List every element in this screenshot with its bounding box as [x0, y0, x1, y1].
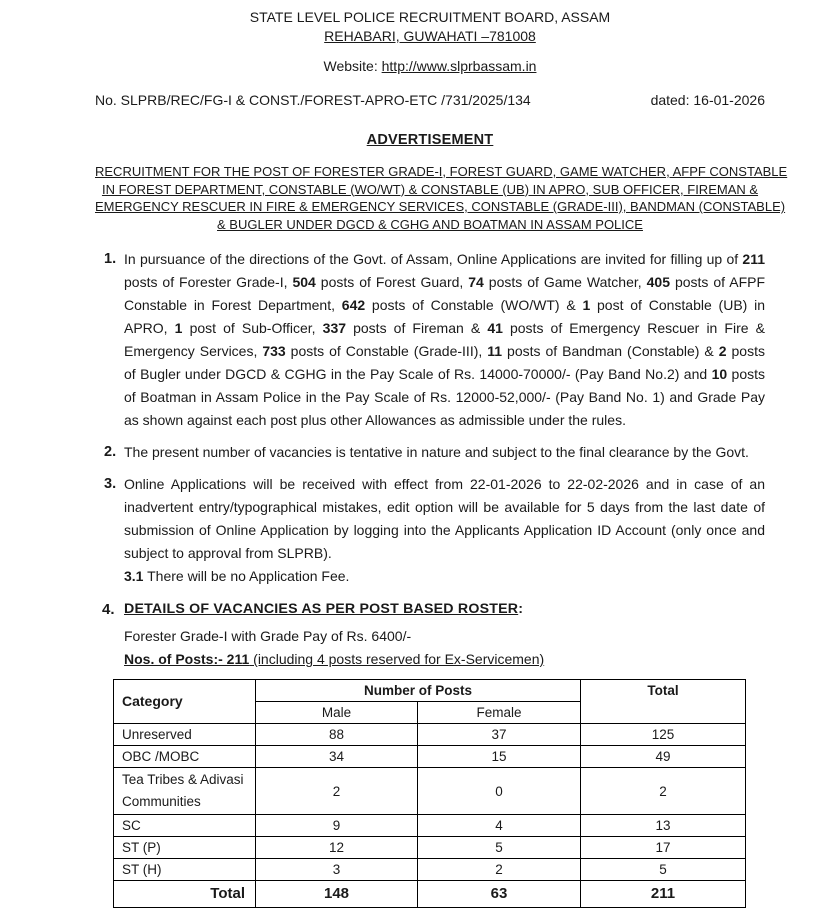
cell-female: 5 — [418, 837, 581, 859]
item-1-number: 1. — [104, 251, 117, 267]
cell-female: 2 — [418, 859, 581, 881]
cell-total: 125 — [581, 724, 746, 746]
total-total: 211 — [581, 881, 746, 908]
item-3-paragraph: Online Applications will be received with effect from 22-01-2026 to 22-02-2026 and in case of an inadvertent entry/typographical mistakes, edit option will be available for 5 days from the last date of submission of Online Application by logging into the Applicants Application ID Account (only once and subject to approval from SLPRB). — [124, 476, 765, 561]
cell-category: SC — [114, 815, 256, 837]
cell-male: 88 — [256, 724, 418, 746]
vacancy-table — [113, 679, 746, 908]
total-label: Total — [114, 881, 256, 908]
header-number-of-posts: Number of Posts — [256, 680, 581, 702]
table-row — [114, 746, 746, 768]
website-link[interactable]: http://www.slprbassam.in — [381, 58, 537, 74]
section-4-heading-row — [95, 601, 765, 618]
cell-category: OBC /MOBC — [114, 746, 256, 768]
cell-category: Unreserved — [114, 724, 256, 746]
cell-male: 3 — [256, 859, 418, 881]
cell-male: 12 — [256, 837, 418, 859]
item-2-number: 2. — [104, 444, 117, 460]
cell-category: ST (H) — [114, 859, 256, 881]
cell-male: 2 — [256, 768, 418, 815]
header-male: Male — [256, 702, 418, 724]
item-3 — [95, 473, 765, 588]
advertisement-title: ADVERTISEMENT — [366, 132, 494, 148]
cell-female: 37 — [418, 724, 581, 746]
table-row — [114, 859, 746, 881]
item-2-text: The present number of vacancies is tentative in nature and subject to the final clearance by the Govt. — [124, 444, 749, 460]
table-row — [114, 837, 746, 859]
cell-category: ST (P) — [114, 837, 256, 859]
document-date: dated: 16-01-2026 — [650, 92, 765, 108]
section-4-number: 4. — [102, 601, 115, 618]
item-1-text: In pursuance of the directions of the Govt. of Assam, Online Applications are invited for filling up of 211 posts of Forester Grade-I, 504 posts of Forest Guard, 74 posts of Game Watcher, 405 posts of AFPF Constable in Forest Department, 642 posts of Constable (WO/WT) & 1 post of Constable (UB) in APRO, 1 post of Sub-Officer, 337 posts of Fireman & 41 posts of Emergency Rescuer in Fire & Emergency Services, 733 posts of Constable (Grade-III), 11 posts of Bandman (Constable) & 2 posts of Bugler under DGCD & CGHG in the Pay Scale of Rs. 14000-70000/- (Pay Band No.2) and 10 posts of Boatman in Assam Police in the Pay Scale of Rs. 12000-52,000/- (Pay Band No. 1) and Grade Pay as shown against each post plus other Allowances as admissible under the rules. — [124, 251, 766, 428]
table-row — [114, 724, 746, 746]
website-label: Website: — [323, 58, 382, 74]
item-3-number: 3. — [104, 476, 117, 492]
item-1 — [95, 248, 765, 432]
reference-row — [95, 92, 765, 108]
cell-total: 49 — [581, 746, 746, 768]
cell-female: 0 — [418, 768, 581, 815]
item-2 — [95, 441, 765, 464]
cell-male: 9 — [256, 815, 418, 837]
numbered-items — [95, 248, 765, 588]
section-4-heading: DETAILS OF VACANCIES AS PER POST BASED ROSTER: — [124, 601, 524, 617]
org-address: REHABARI, GUWAHATI –781008 — [324, 28, 536, 44]
item-3-text — [124, 473, 765, 588]
recruitment-heading-line: RECRUITMENT FOR THE POST OF FORESTER GRADE-I, FOREST GUARD, GAME WATCHER, AFPF CONSTABLE — [95, 164, 788, 179]
cell-total: 2 — [581, 768, 746, 815]
org-name: STATE LEVEL POLICE RECRUITMENT BOARD, ASSAM — [249, 9, 611, 25]
recruitment-heading-line: IN FOREST DEPARTMENT, CONSTABLE (WO/WT) & CONSTABLE (UB) IN APRO, SUB OFFICER, FIREMAN & — [101, 181, 759, 197]
total-male: 148 — [256, 881, 418, 908]
header-category: Category — [114, 680, 256, 724]
reference-number: No. SLPRB/REC/FG-I & CONST./FOREST-APRO-ETC /731/2025/134 — [95, 92, 531, 108]
header-female: Female — [418, 702, 581, 724]
cell-female: 4 — [418, 815, 581, 837]
recruitment-heading-line: EMERGENCY RESCUER IN FIRE & EMERGENCY SERVICES, CONSTABLE (GRADE-III), BANDMAN (CONSTABLE) — [95, 199, 786, 214]
table-total-row — [114, 881, 746, 908]
total-female: 63 — [418, 881, 581, 908]
cell-male: 34 — [256, 746, 418, 768]
cell-total: 17 — [581, 837, 746, 859]
item-3-1-text: 3.1 There will be no Application Fee. — [124, 568, 350, 584]
table-row — [114, 768, 746, 815]
table-header-row-1 — [114, 680, 746, 702]
cell-category: Tea Tribes & Adivasi Communities — [114, 768, 256, 815]
cell-female: 15 — [418, 746, 581, 768]
post-description-line: Forester Grade-I with Grade Pay of Rs. 6400/- — [124, 628, 412, 644]
posts-count-line — [124, 648, 765, 670]
recruitment-heading — [95, 163, 788, 233]
website-line — [95, 58, 765, 75]
header-total: Total — [581, 680, 746, 724]
posts-count-note: (including 4 posts reserved for Ex-Servicemen) — [249, 651, 545, 667]
table-row — [114, 815, 746, 837]
recruitment-heading-line: & BUGLER UNDER DGCD & CGHG AND BOATMAN IN ASSAM POLICE — [217, 216, 643, 232]
cell-total: 13 — [581, 815, 746, 837]
posts-count-bold: Nos. of Posts:- 211 — [124, 651, 250, 667]
cell-total: 5 — [581, 859, 746, 881]
